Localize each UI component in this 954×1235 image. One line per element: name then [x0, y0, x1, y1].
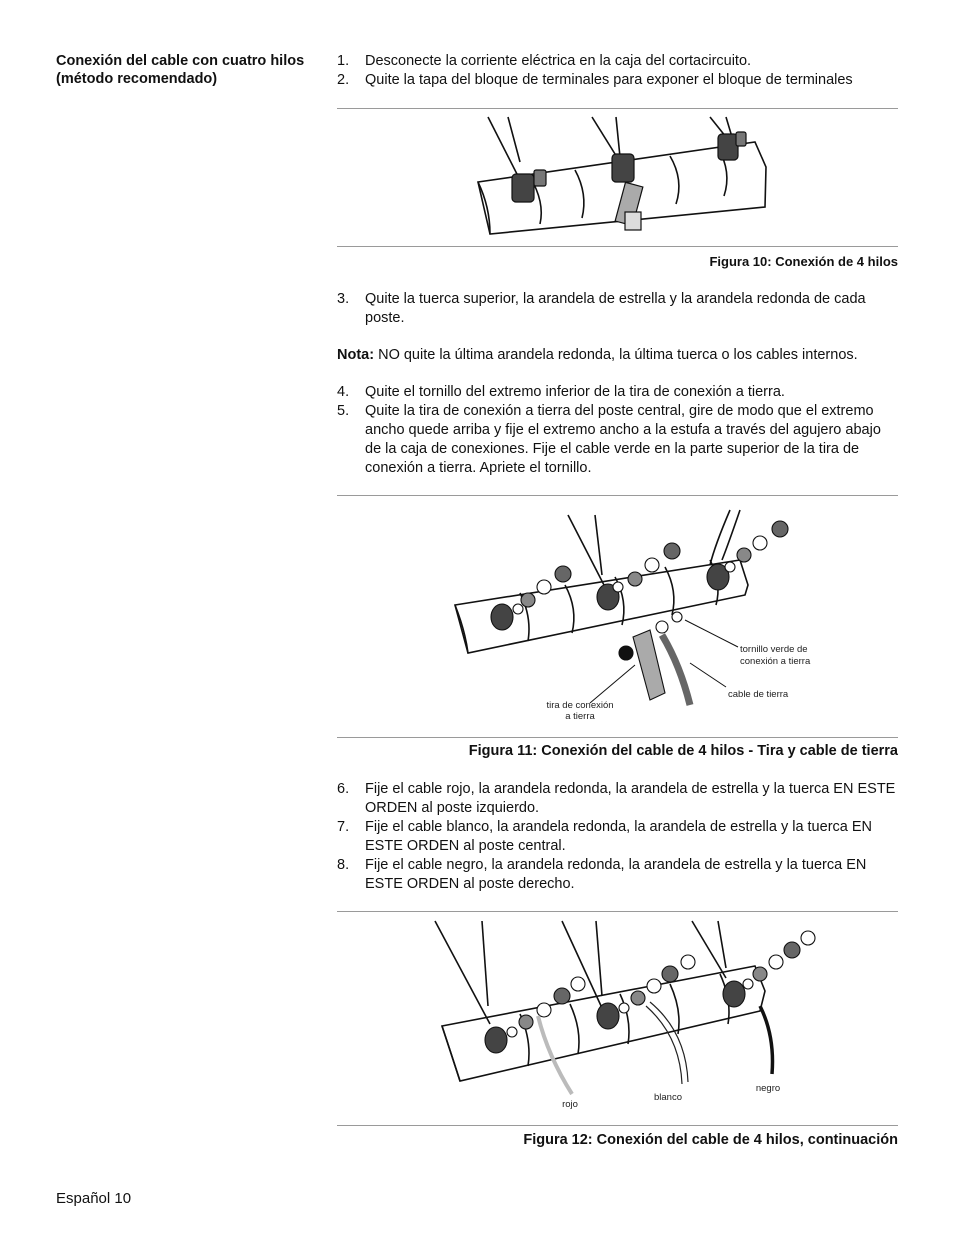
step-item — [337, 71, 899, 90]
label-white-wire: blanco — [654, 1092, 682, 1103]
divider — [337, 1125, 898, 1126]
step-text: Quite la tuerca superior, la arandela de estrella y la arandela redonda de cada poste. — [365, 291, 866, 326]
note-paragraph — [337, 346, 899, 365]
figure-10-illustration — [470, 112, 770, 242]
step-text: Desconecte la corriente eléctrica en la caja del cortacircuito. — [365, 53, 752, 69]
note-label: Nota: — [337, 347, 375, 363]
figure-12-illustration — [430, 916, 830, 1116]
steps-list-3 — [337, 383, 899, 478]
step-text: Quite el tornillo del extremo inferior de la tira de conexión a tierra. — [365, 384, 785, 400]
step-item — [337, 856, 899, 894]
figure-12-caption: Figura 12: Conexión del cable de 4 hilos, continuación — [523, 1132, 898, 1148]
step-item — [337, 383, 899, 402]
page-footer: Español 10 — [56, 1190, 132, 1207]
figure-11-illustration — [440, 505, 820, 727]
step-text: Fije el cable rojo, la arandela redonda, la arandela de estrella y la tuerca EN ESTE ORDEN al poste izquierdo. — [365, 781, 896, 816]
step-text: Quite la tapa del bloque de terminales para exponer el bloque de terminales — [365, 72, 853, 88]
divider — [337, 495, 898, 496]
step-number: 2. — [337, 72, 350, 88]
step-item — [337, 402, 899, 478]
step-text: Quite la tira de conexión a tierra del poste central, gire de modo que el extremo ancho quede arriba y fije el extremo ancho a la estufa a través del agujero abajo de la caja de conexiones. Fije el cable verde en la parte superior de la tira de conexión a tierra. Apriete el tornillo. — [365, 403, 881, 476]
figure-10-caption: Figura 10: Conexión de 4 hilos — [709, 254, 898, 269]
step-number: 5. — [337, 403, 350, 419]
step-number: 7. — [337, 819, 350, 835]
divider — [337, 737, 898, 738]
divider — [337, 911, 898, 912]
label-screw-line-2: conexión a tierra — [740, 656, 811, 667]
figure-11-caption: Figura 11: Conexión del cable de 4 hilos - Tira y cable de tierra — [468, 743, 898, 759]
step-number: 3. — [337, 291, 350, 307]
step-number: 1. — [337, 53, 350, 69]
step-text: Fije el cable blanco, la arandela redonda, la arandela de estrella y la tuerca EN ESTE ORDEN al poste central. — [365, 819, 873, 854]
step-item — [337, 818, 899, 856]
steps-list-1 — [337, 52, 899, 90]
step-item — [337, 780, 899, 818]
section-heading: Conexión del cable con cuatro hilos (método recomendado) — [56, 53, 305, 87]
label-screw-line-1: tornillo verde de — [740, 644, 808, 655]
label-strip-line-2: a tierra — [565, 711, 595, 722]
step-item — [337, 52, 899, 71]
label-ground-cable: cable de tierra — [728, 689, 789, 700]
steps-list-4 — [337, 780, 899, 894]
divider — [337, 246, 898, 247]
note-text: NO quite la última arandela redonda, la última tuerca o los cables internos. — [374, 347, 858, 363]
label-strip-line-1: tira de conexión — [546, 700, 614, 711]
step-number: 8. — [337, 857, 350, 873]
step-item — [337, 290, 899, 328]
step-text: Fije el cable negro, la arandela redonda, la arandela de estrella y la tuerca EN ESTE ORDEN al poste derecho. — [365, 857, 867, 892]
steps-list-2 — [337, 290, 899, 328]
step-number: 6. — [337, 781, 350, 797]
label-red-wire: rojo — [562, 1099, 578, 1110]
label-black-wire: negro — [755, 1083, 781, 1094]
divider — [337, 108, 898, 109]
step-number: 4. — [337, 384, 350, 400]
